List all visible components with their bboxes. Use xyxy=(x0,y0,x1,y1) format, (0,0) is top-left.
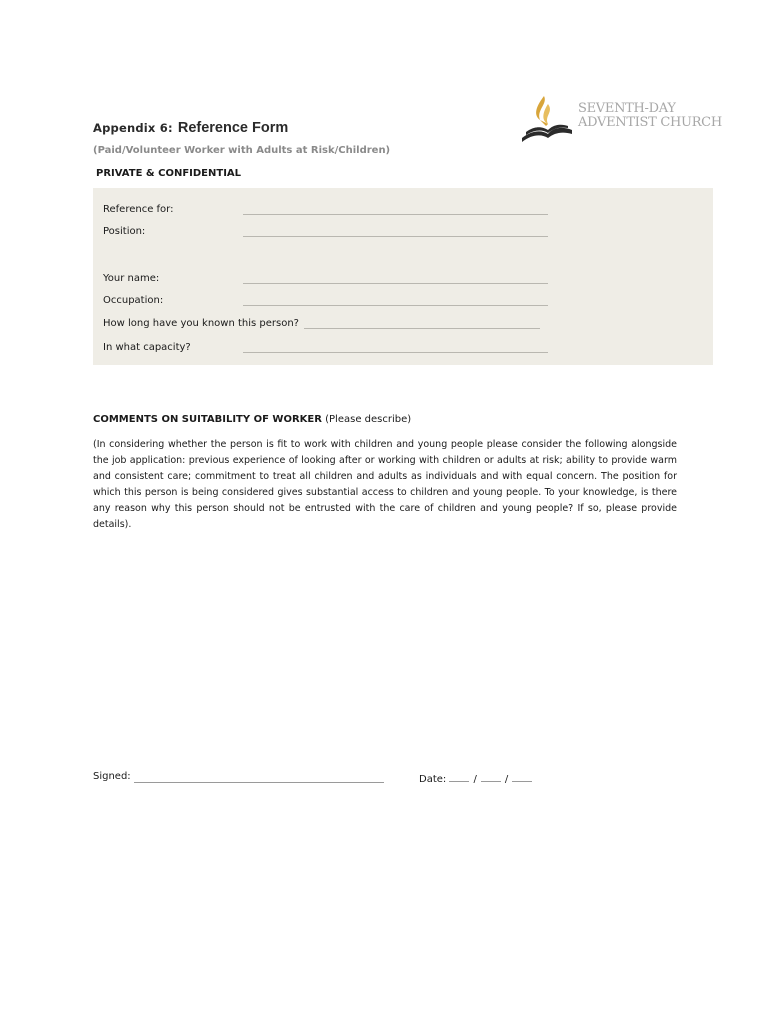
page-title xyxy=(93,117,288,136)
church-logo xyxy=(518,94,722,144)
title-prefix: Appendix 6: xyxy=(93,121,173,135)
position-field[interactable] xyxy=(243,236,548,237)
comments-heading-note: (Please describe) xyxy=(321,414,412,425)
occupation-field[interactable] xyxy=(243,305,548,306)
your-name-label: Your name: xyxy=(103,273,160,284)
form-subtitle: (Paid/Volunteer Worker with Adults at Risk/Children) xyxy=(93,145,391,156)
date-month-field[interactable] xyxy=(481,771,501,782)
known-how-long-field[interactable] xyxy=(304,328,540,329)
capacity-field[interactable] xyxy=(243,352,548,353)
signed-label: Signed: xyxy=(93,771,131,782)
reference-for-field[interactable] xyxy=(243,214,548,215)
position-label: Position: xyxy=(103,226,146,237)
date-separator-1: / xyxy=(473,774,477,785)
comments-heading-bold: COMMENTS ON SUITABILITY OF WORKER xyxy=(93,414,322,425)
church-logo-line1: SEVENTH-DAY xyxy=(578,101,676,116)
church-logo-line2: ADVENTIST CHURCH xyxy=(578,115,722,130)
comments-heading xyxy=(93,414,411,425)
church-logo-text xyxy=(578,102,722,130)
confidential-heading: PRIVATE & CONFIDENTIAL xyxy=(96,168,242,179)
date-separator-2: / xyxy=(504,774,509,785)
title-main: Reference Form xyxy=(177,120,289,136)
occupation-label: Occupation: xyxy=(103,295,164,306)
comments-instructions: (In considering whether the person is fit to work with children and young people please consider the following alongside the job application: previous experience of looking after or working with children or adults at risk; ability to provide warm and consistent care; commitment to treat all children and adults as individuals and with equal concern. The position for which this person is being considered gives substantial access to children and young people. To your knowledge, is there any reason why this person should not be entrusted with the care of children and young people? If so, please provide details). xyxy=(93,439,677,530)
reference-for-label: Reference for: xyxy=(103,204,174,215)
church-logo-icon xyxy=(518,94,576,144)
date-row xyxy=(419,771,532,785)
capacity-label: In what capacity? xyxy=(103,342,191,353)
signature-field[interactable] xyxy=(134,782,384,783)
date-day-field[interactable] xyxy=(449,771,469,782)
your-name-field[interactable] xyxy=(243,283,548,284)
date-year-field[interactable] xyxy=(512,771,532,782)
known-how-long-label: How long have you known this person? xyxy=(103,318,299,329)
reference-details-box xyxy=(93,188,713,365)
date-label: Date: xyxy=(419,774,447,785)
